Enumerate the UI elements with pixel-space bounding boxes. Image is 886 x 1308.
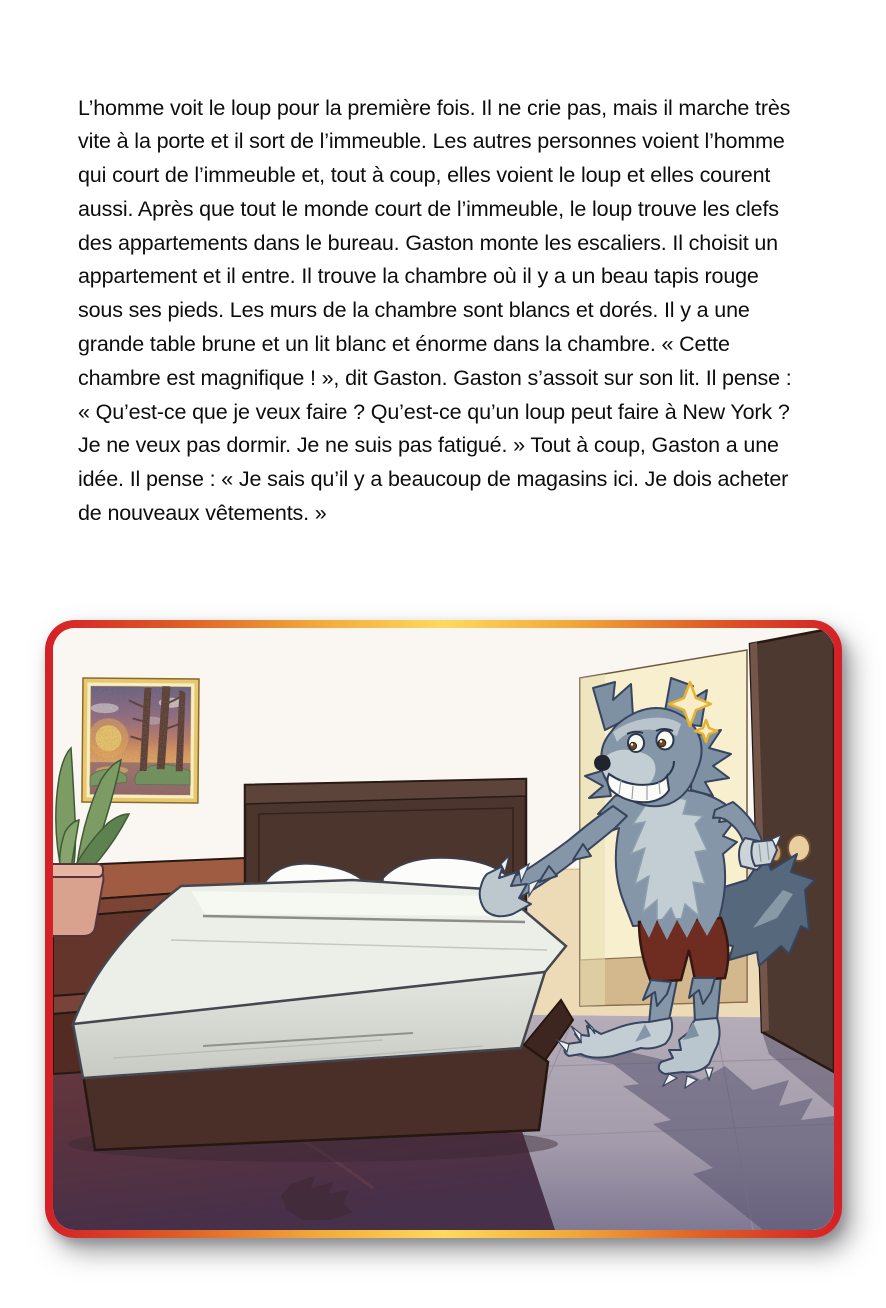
illustration-frame bbox=[45, 620, 842, 1238]
bedroom-scene-illustration bbox=[53, 628, 834, 1230]
pot-rim bbox=[53, 864, 103, 877]
story-paragraph: L’homme voit le loup pour la première fois. Il ne crie pas, mais il marche très vite à la porte et il sort de l’immeuble. Les autres personnes voient l’homme qui court de l’immeuble et, tout à coup, elles voient le loup et elles courent aussi. Après que tout le monde court de l’immeuble, le loup trouve les clefs des appartements dans le bureau. Gaston monte les escaliers. Il choisit un appartement et il entre. Il trouve la chambre où il y a un beau tapis rouge sous ses pieds. Les murs de la chambre sont blancs et dorés. Il y a une grande table brune et un lit blanc et énorme dans la chambre. « Cette chambre est magnifique ! », dit Gaston. Gaston s’assoit sur son lit. Il pense : « Qu’est-ce que je veux faire ? Qu’est-ce qu’un loup peut faire à New York ? Je ne veux pas dormir. Je ne suis pas fatigué. » Tout à coup, Gaston a une idée. Il pense : « Je sais qu’il y a beaucoup de magasins ici. Je dois acheter de nouveaux vêtements. » bbox=[78, 95, 792, 526]
illustration-canvas bbox=[53, 628, 834, 1230]
wolf-nose bbox=[594, 755, 611, 771]
bed-mattress bbox=[73, 880, 573, 1150]
